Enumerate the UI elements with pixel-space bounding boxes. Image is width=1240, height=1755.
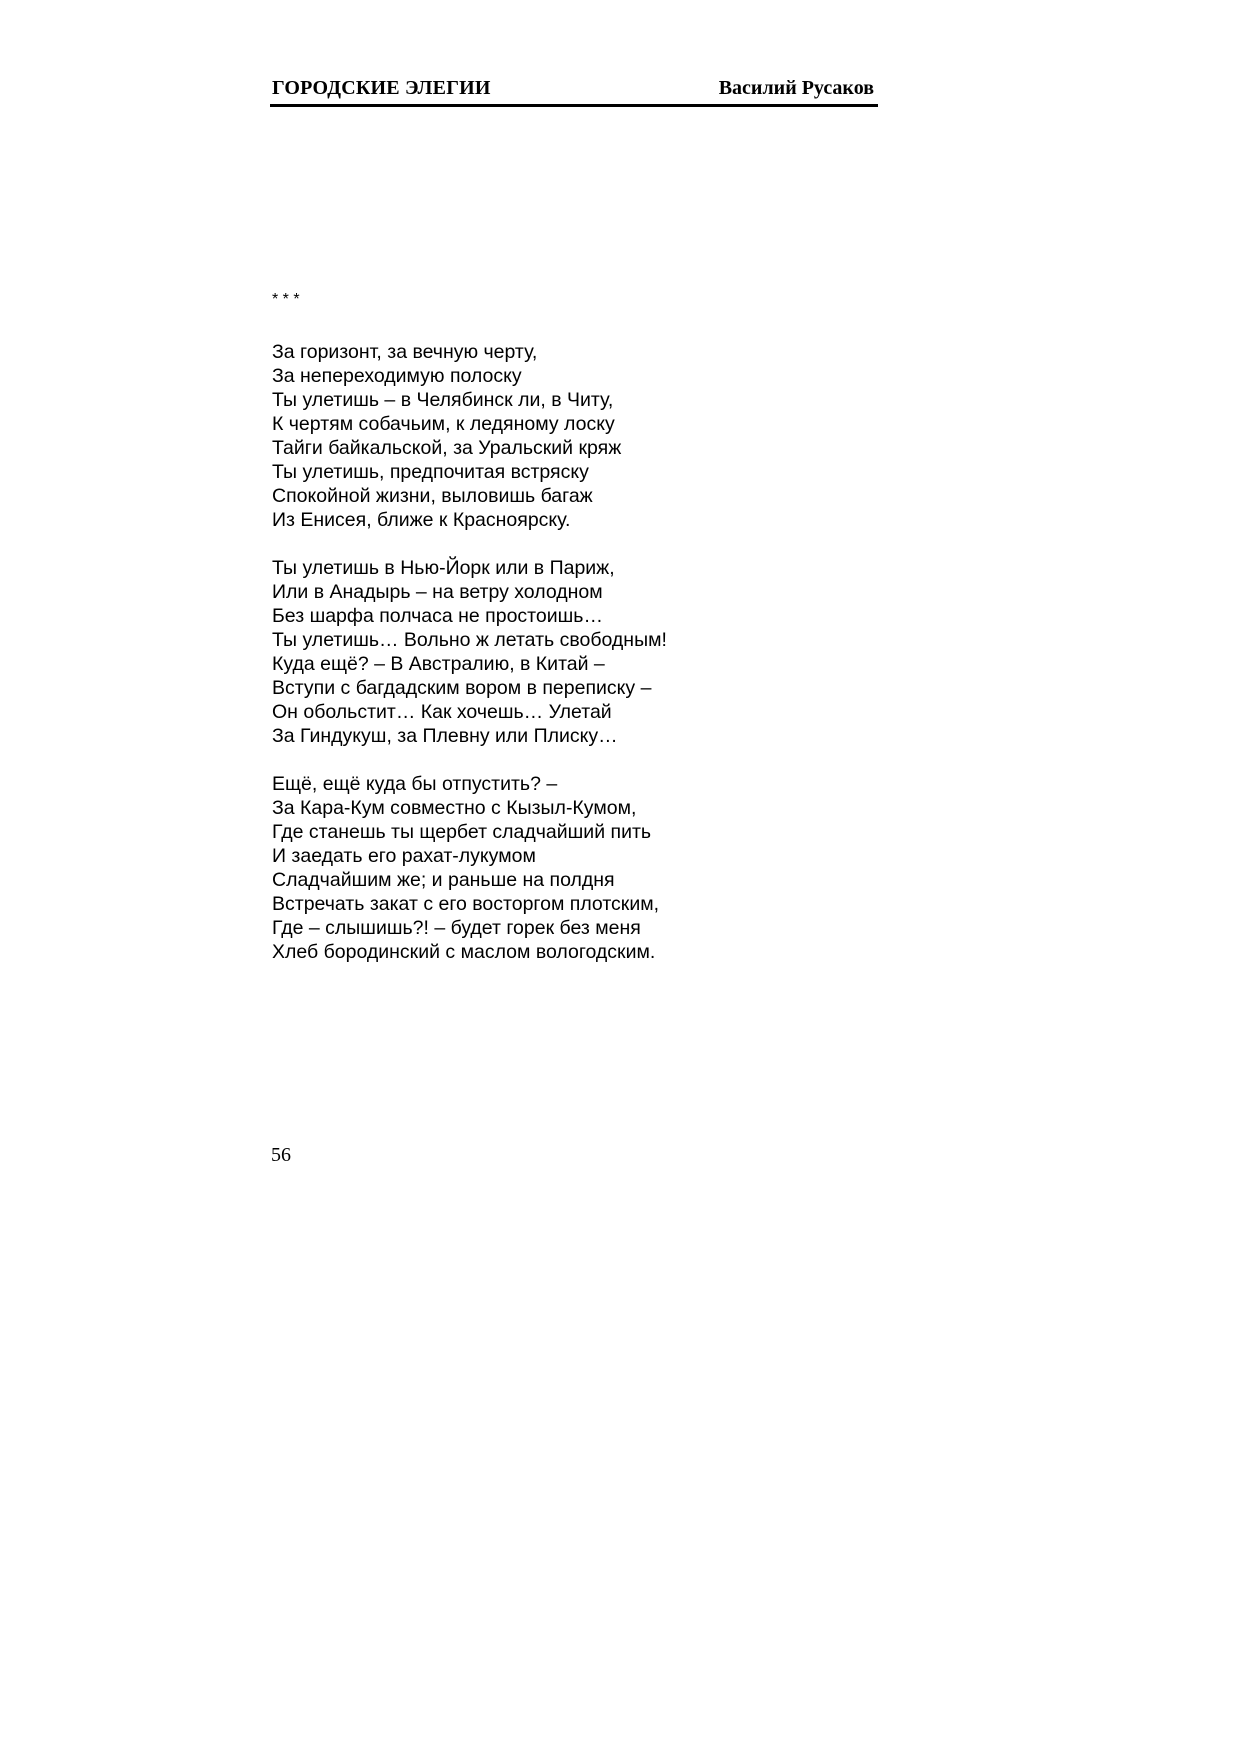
poem-line: Где – слышишь?! – будет горек без меня bbox=[272, 917, 641, 939]
poem-line: К чертям собачьим, к ледяному лоску bbox=[272, 413, 615, 435]
stanza-2 bbox=[272, 556, 667, 748]
poem-line: Вступи с багдадским вором в переписку – bbox=[272, 677, 652, 699]
poem-line: Ты улетишь – в Челябинск ли, в Читу, bbox=[272, 389, 614, 411]
poem-line: За горизонт, за вечную черту, bbox=[272, 341, 538, 363]
stanza-3 bbox=[272, 772, 667, 964]
poem-line: За непереходимую полоску bbox=[272, 365, 522, 387]
poem bbox=[272, 292, 667, 988]
poem-line: Без шарфа полчаса не простоишь… bbox=[272, 605, 603, 627]
poem-line: Из Енисея, ближе к Красноярску. bbox=[272, 509, 571, 531]
poem-line: Встречать закат с его восторгом плотским, bbox=[272, 893, 660, 915]
poem-line: Ты улетишь, предпочитая встряску bbox=[272, 461, 589, 483]
poem-line: Ты улетишь в Нью-Йорк или в Париж, bbox=[272, 557, 615, 579]
poem-line: И заедать его рахат-лукумом bbox=[272, 845, 536, 867]
poem-line: За Кара-Кум совместно с Кызыл-Кумом, bbox=[272, 797, 637, 819]
running-header bbox=[270, 74, 878, 107]
poem-line: Он обольстит… Как хочешь… Улетай bbox=[272, 701, 612, 723]
book-title: ГОРОДСКИЕ ЭЛЕГИИ bbox=[272, 77, 491, 99]
poem-line: Куда ещё? – В Австралию, в Китай – bbox=[272, 653, 605, 675]
poem-line: За Гиндукуш, за Плевну или Плиску… bbox=[272, 725, 618, 747]
poem-line: Хлеб бородинский с маслом вологодским. bbox=[272, 941, 656, 963]
stanza-1 bbox=[272, 340, 667, 532]
poem-line: Или в Анадырь – на ветру холодном bbox=[272, 581, 603, 603]
poem-line: Тайги байкальской, за Уральский кряж bbox=[272, 437, 622, 459]
poem-line: Спокойной жизни, выловишь багаж bbox=[272, 485, 593, 507]
author-name: Василий Русаков bbox=[718, 77, 874, 99]
poem-line: Ты улетишь… Вольно ж летать свободным! bbox=[272, 629, 667, 651]
page-number: 56 bbox=[271, 1144, 291, 1166]
poem-separator: * * * bbox=[272, 291, 300, 308]
poem-line: Ещё, ещё куда бы отпустить? – bbox=[272, 773, 558, 795]
poem-line: Где станешь ты щербет сладчайший пить bbox=[272, 821, 652, 843]
poem-line: Сладчайшим же; и раньше на полдня bbox=[272, 869, 615, 891]
